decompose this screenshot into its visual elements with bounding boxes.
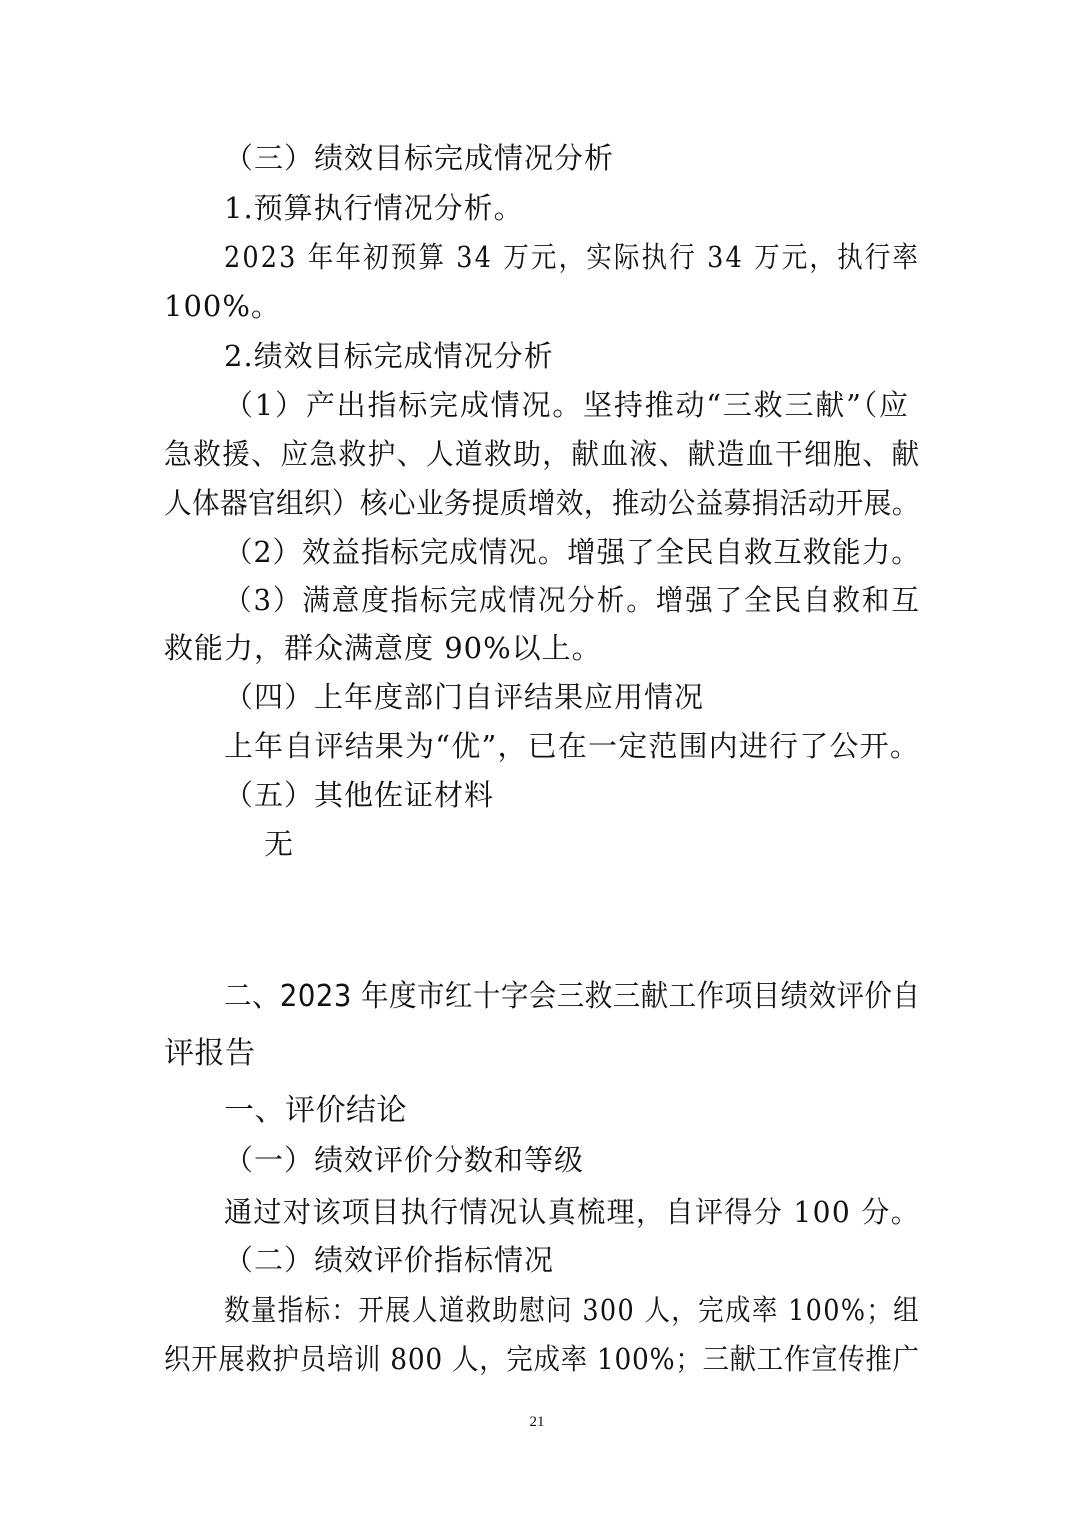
page-number: 21 — [529, 1414, 545, 1430]
subheading-budget: 1.预算执行情况分析。 — [224, 191, 524, 225]
section-heading-score: （一）绩效评价分数和等级 — [224, 1143, 585, 1177]
paragraph-line: 上年自评结果为“优”，已在一定范围内进行了公开。 — [224, 729, 921, 763]
paragraph-line: 急救援、应急救护、人道救助，献血液、献造血干细胞、献 — [164, 437, 921, 471]
section-heading-5: （五）其他佐证材料 — [224, 778, 495, 812]
paragraph-line: 100%。 — [164, 289, 281, 323]
paragraph-line: 织开展救护员培训 800 人，完成率 100%；三献工作宣传推广 — [164, 1342, 920, 1376]
paragraph-line: （2）效益指标完成情况。增强了全民自救互救能力。 — [224, 535, 921, 569]
paragraph-line: 人体器官组织）核心业务提质增效，推动公益募捐活动开展。 — [164, 486, 920, 520]
paragraph-line: 通过对该项目执行情况认真梳理，自评得分 100 分。 — [224, 1195, 921, 1229]
paragraph-line: （3）满意度指标完成情况分析。增强了全民自救和互 — [224, 583, 921, 617]
paragraph-line: 数量指标：开展人道救助慰问 300 人，完成率 100%；组 — [224, 1293, 921, 1327]
section-heading-conclusion: 一、评价结论 — [224, 1093, 407, 1128]
paragraph-line: 无 — [264, 827, 295, 861]
section-heading-indicators: （二）绩效评价指标情况 — [224, 1243, 555, 1277]
subheading-performance: 2.绩效目标完成情况分析 — [224, 339, 554, 373]
section-heading-4: （四）上年度部门自评结果应用情况 — [224, 680, 705, 714]
paragraph-line: 2023 年年初预算 34 万元，实际执行 34 万元，执行率 — [224, 240, 921, 274]
report-title-line: 二、2023 年度市红十字会三救三献工作项目绩效评价自 — [224, 979, 921, 1014]
paragraph-line: 救能力，群众满意度 90%以上。 — [164, 631, 602, 665]
section-heading-3: （三）绩效目标完成情况分析 — [224, 141, 615, 175]
paragraph-line: （1）产出指标完成情况。坚持推动“三救三献”（应 — [224, 388, 910, 422]
report-title-line: 评报告 — [164, 1036, 256, 1071]
